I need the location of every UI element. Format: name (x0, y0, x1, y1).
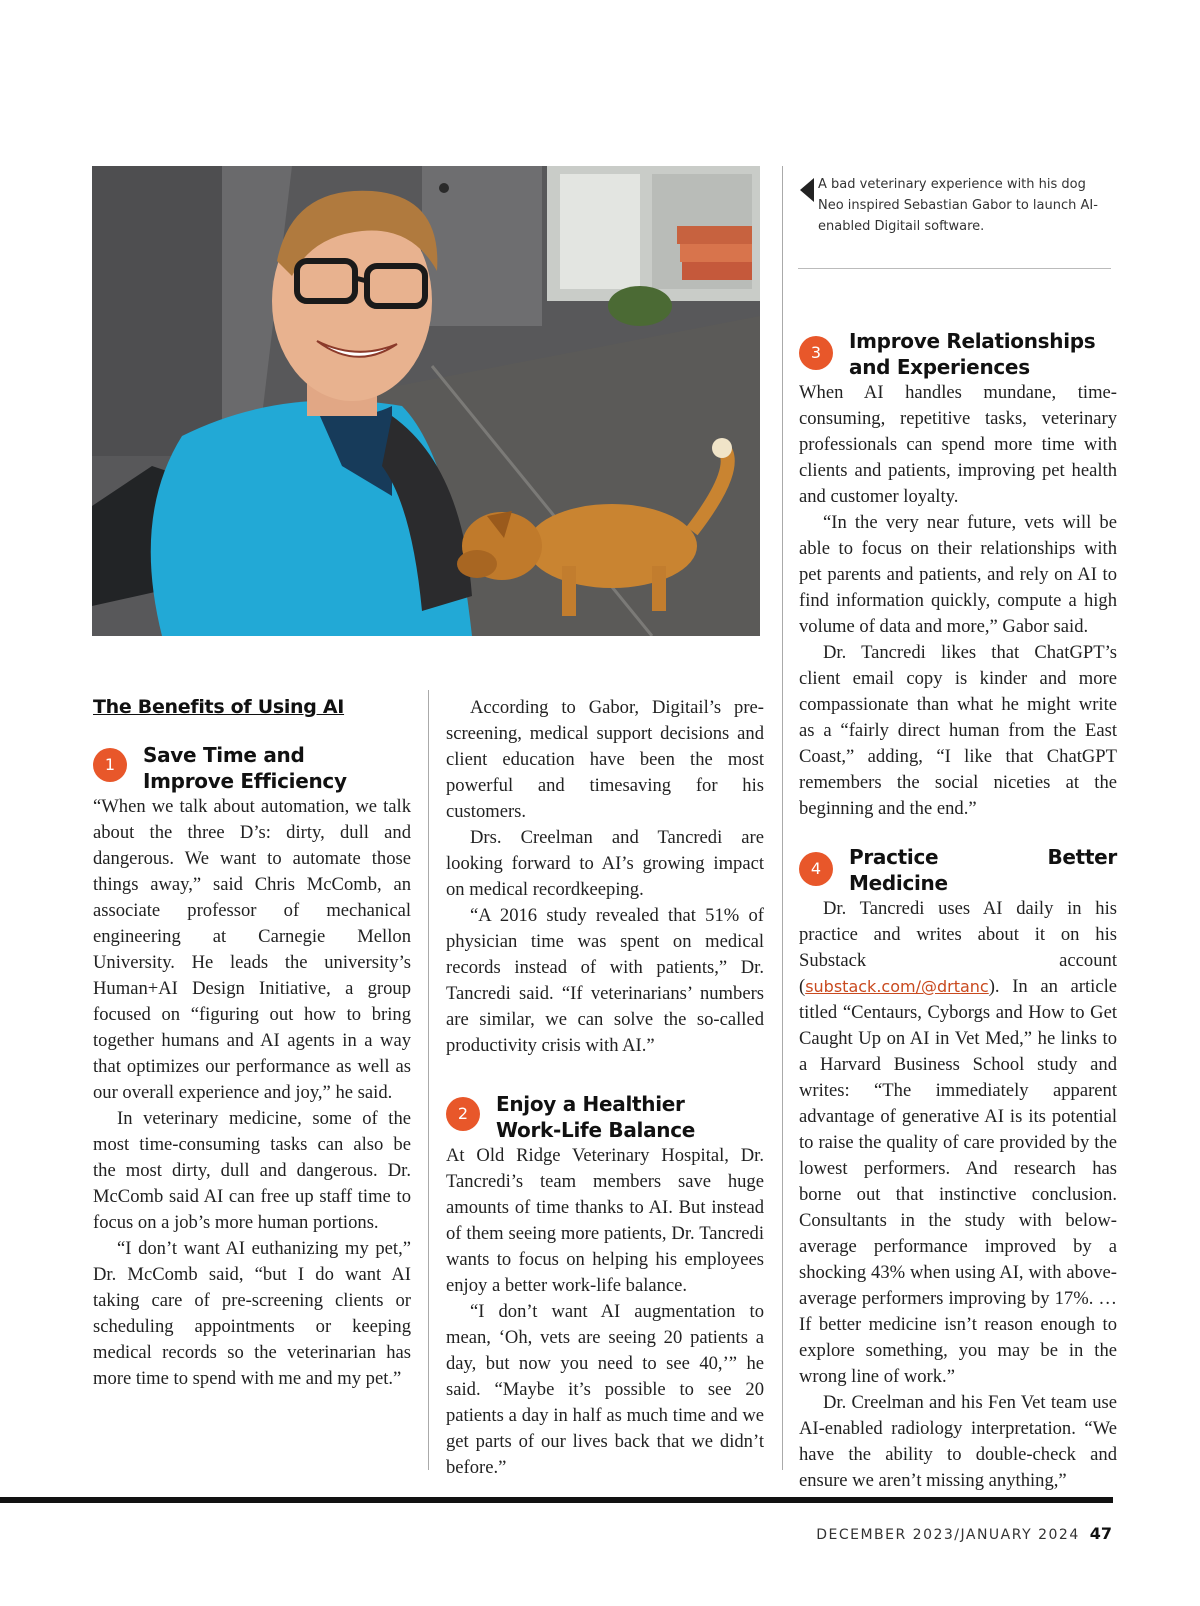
column-divider-2 (782, 166, 783, 1470)
section-title: The Benefits of Using AI (93, 696, 345, 718)
column-2 (446, 695, 764, 1481)
paragraph (799, 896, 1117, 1390)
caption-text: A bad veterinary experience with his dog Neo inspired Sebastian Gabor to launch AI-enabled Digitail software. (818, 177, 1098, 234)
paragraph: “A 2016 study revealed that 51% of physician time was spent on medical records instead of with patients,” Dr. Tancredi said. “If veterinarians’ numbers are similar, we can solve the so-called productivity crisis with AI.” (446, 905, 764, 1056)
caption-divider (798, 268, 1111, 269)
paragraph-text: ). In an article titled “Centaurs, Cyborgs and How to Get Caught Up on AI in Vet Med,” he links to a Harvard Business School study and writes: “The immediately apparent advantage of generative AI is its potential to raise the quality of care provided by the lowest performers. And research has borne out that instinctive conclusion. Consultants in the study with below-average performance improved by a shocking 43% when using AI, with above-average performers improving by 17%. … If better medicine isn’t reason enough to explore something, you may be in the wrong line of work.” (799, 976, 1117, 1387)
article-photo (92, 166, 760, 636)
number-badge-3: 3 (799, 336, 833, 370)
paragraph: At Old Ridge Veterinary Hospital, Dr. Tancredi’s team members save huge amounts of time thanks to AI. But instead of them seeing more patients, Dr. Tancredi wants to focus on helping his employees enjoy a better work-life balance. (446, 1145, 764, 1296)
column-3 (799, 328, 1117, 1494)
paragraph: Drs. Creelman and Tancredi are looking forward to AI’s growing impact on medical recordkeeping. (446, 827, 764, 900)
paragraph: According to Gabor, Digitail’s pre-screening, medical support decisions and client education have been the most powerful and timesaving for his customers. (446, 697, 764, 822)
subhead-1-line-1: Save Time and (143, 743, 305, 767)
paragraph: When AI handles mundane, time-consuming, repetitive tasks, veterinary professionals can spend more time with clients and patients, improving pet health and customer loyalty. (799, 382, 1117, 507)
caption-arrow-icon (800, 178, 814, 202)
column-divider-1 (428, 690, 429, 1470)
substack-link[interactable]: substack.com/@drtanc (805, 977, 989, 996)
paragraph: “I don’t want AI augmentation to mean, ‘Oh, vets are seeing 20 patients a day, but now you need to see 40,’” he said. “Maybe it’s possible to see 20 patients a day in half as much time and we get parts of our lives back that we didn’t before.” (446, 1301, 764, 1478)
subhead-3-line-1: Improve Relationships (849, 329, 1096, 353)
footer-rule (0, 1497, 1113, 1503)
subhead-2-line-1: Enjoy a Healthier (496, 1092, 685, 1116)
subhead-1-line-2: Improve Efficiency (143, 769, 347, 793)
paragraph-text: Dr. Tancredi uses AI daily in his practice and writes about it on his Substack account ( (799, 898, 1117, 997)
subhead-2 (446, 1091, 764, 1143)
page-number: 47 (1089, 1524, 1112, 1543)
column-1 (93, 694, 411, 1392)
photo-caption (818, 174, 1098, 237)
paragraph: In veterinary medicine, some of the most time-consuming tasks can also be the most dirty, dull and dangerous. Dr. McComb said AI can free up staff time to focus on a job’s more human portions. (93, 1108, 411, 1233)
subhead-3-line-2: and Experiences (849, 355, 1030, 379)
subhead-4-line-1: Practice Better Medicine (849, 845, 1117, 895)
paragraph: Dr. Tancredi likes that ChatGPT’s client email copy is kinder and more compassionate than what he might write as a “fairly direct human from the East Coast,” adding, “I like that ChatGPT remembers the social niceties at the beginning and the end.” (799, 642, 1117, 819)
page-footer (816, 1524, 1112, 1543)
subhead-4 (799, 844, 1117, 896)
number-badge-1: 1 (93, 748, 127, 782)
paragraph: “I don’t want AI euthanizing my pet,” Dr. McComb said, “but I do want AI taking care of pre-screening clients or scheduling appointments or keeping medical records so the veterinarian has more time to spend with me and my pet.” (93, 1238, 411, 1389)
number-badge-4: 4 (799, 852, 833, 886)
subhead-1 (93, 742, 411, 794)
number-badge-2: 2 (446, 1097, 480, 1131)
paragraph: “In the very near future, vets will be able to focus on their relationships with pet parents and patients, and rely on AI to find information quickly, compute a high volume of data and more,” Gabor said. (799, 512, 1117, 637)
selfie-with-dog-photo (92, 166, 760, 636)
subhead-2-line-2: Work-Life Balance (496, 1118, 696, 1142)
paragraph: Dr. Creelman and his Fen Vet team use AI-enabled radiology interpretation. “We have the ability to double-check and ensure we aren’t missing anything,” (799, 1392, 1117, 1491)
paragraph: “When we talk about automation, we talk about the three D’s: dirty, dull and dangerous. We want to automate those things away,” said Chris McComb, an associate professor of mechanical engineering at Carnegie Mellon University. He leads the university’s Human+AI Design Initiative, a group focused on “figuring out how to bring together humans and AI agents in a way that optimizes our performance as well as our overall experience and joy,” he said. (93, 796, 411, 1103)
issue-date: DECEMBER 2023/JANUARY 2024 (816, 1527, 1080, 1543)
subhead-3 (799, 328, 1117, 380)
